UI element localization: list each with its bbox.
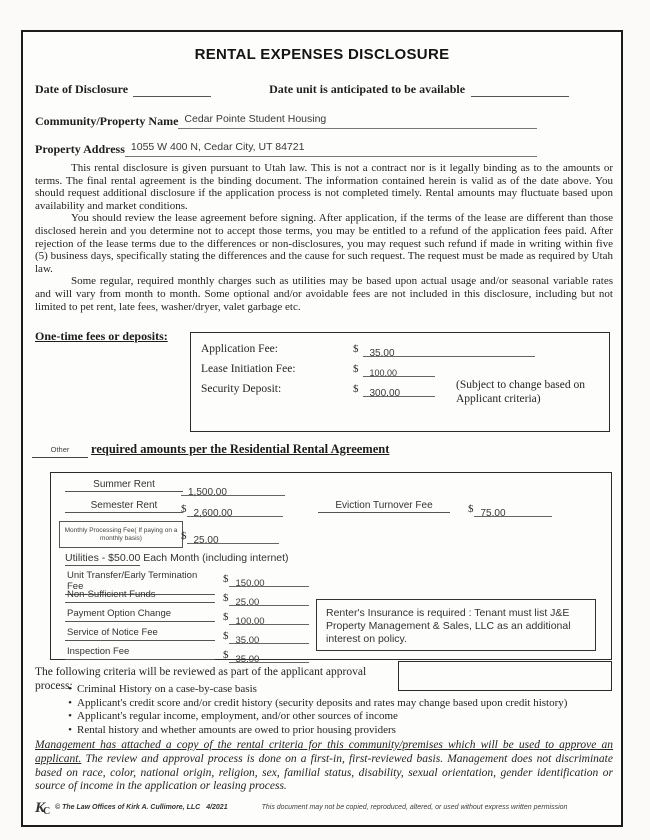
security-deposit-row <box>201 379 435 397</box>
currency-sign: $ <box>223 649 229 661</box>
address-row <box>35 137 537 157</box>
management-note <box>35 739 613 794</box>
management-note-underlined: Management has attached a copy of the rental criteria for this community/premises which will be used to approve an applicant. <box>35 739 613 765</box>
bullet-icon <box>63 697 77 710</box>
semester-rent-line <box>187 503 283 517</box>
paragraph-1: This rental disclosure is given pursuant to Utah law. This is not a contract nor is it legally binding as to the amounts or terms. The final rental agreement is the binding document. The information contained herein is valid as of the date above. You should request additional disclosure if the application process is not completed timely. Rental amounts may fluctuate based upon availability and market conditions. <box>35 162 613 212</box>
address-label: Property Address <box>35 142 125 156</box>
currency-sign: $ <box>223 611 229 623</box>
document-footer <box>35 800 611 818</box>
nsf-field <box>223 588 309 606</box>
security-deposit-note: (Subject to change based on Applicant criteria) <box>456 379 586 405</box>
community-field <box>178 109 537 129</box>
permission-notice: This document may not be copied, reproduced, altered, or used without express written permission <box>261 804 568 811</box>
service-of-notice-fee-label: Service of Notice Fee <box>65 627 215 641</box>
application-fee-label: Application Fee: <box>201 343 278 355</box>
currency-sign: $ <box>353 343 359 355</box>
lease-initiation-fee-field <box>363 363 435 377</box>
payment-option-value: 100.00 <box>235 616 265 627</box>
bullet-icon <box>63 710 77 723</box>
currency-sign: $ <box>181 530 187 542</box>
currency-sign: $ <box>223 592 229 604</box>
version-text: 4/2021 <box>206 804 228 811</box>
fee-table-box <box>50 472 612 665</box>
currency-sign: $ <box>181 503 187 515</box>
security-deposit-label: Security Deposit: <box>201 383 282 395</box>
address-value: 1055 W 400 N, Cedar City, UT 84721 <box>130 141 305 153</box>
service-notice-value: 35.00 <box>235 635 260 646</box>
summer-rent-line <box>181 482 285 496</box>
semester-rent-label: Semester Rent <box>65 500 183 513</box>
monthly-processing-line <box>187 530 279 544</box>
bullet-icon <box>63 683 77 696</box>
nsf-label: Non-Sufficient Funds <box>65 589 215 603</box>
list-item <box>63 710 608 723</box>
monthly-processing-fee-label: Monthly Processing Fee( If paying on a monthly basis) <box>59 521 183 548</box>
one-time-fees-box <box>190 332 610 432</box>
bullet-text: Criminal History on a case-by-case basis <box>77 683 257 695</box>
list-item <box>63 683 608 696</box>
management-note-rest: The review and approval process is done on a first-in, first-reviewed basis. Management does not discriminate based on race, color, national origin, religion, sex, familial status, disability, sexual orientation, gender identification or source of income in the application or leasing process. <box>35 752 613 793</box>
law-office-logo <box>35 800 55 818</box>
list-item <box>63 697 608 710</box>
criteria-intro: The following criteria will be reviewed as part of the applicant approval process: <box>35 666 367 692</box>
currency-sign: $ <box>223 630 229 642</box>
eviction-fee-line <box>474 503 552 517</box>
lease-initiation-fee-label: Lease Initiation Fee: <box>201 363 296 375</box>
address-field <box>125 137 537 157</box>
bullet-text: Applicant's credit score and/or credit history (security deposits and rates may change based upon credit history) <box>77 696 568 709</box>
criteria-bullet-list <box>63 683 608 737</box>
other-amounts-header <box>23 442 621 462</box>
body-paragraphs <box>35 162 613 313</box>
currency-sign: $ <box>353 383 359 395</box>
service-notice-line <box>229 630 309 644</box>
inspection-line <box>229 649 309 663</box>
other-label: Other <box>32 445 88 458</box>
date-of-disclosure-field <box>133 84 211 97</box>
paragraph-2: You should review the lease agreement before signing. After application, if the terms of the lease are different than those disclosed herein and you determine not to accept those terms, you may be entitled to a refund of the application fees paid. After rejection of the lease terms due to the differences or non-disclosures, you may request such refund if made in writing within five (5) business days, specifically stating the differences and the cause for such request. The request must be made as required by Utah law. <box>35 212 613 275</box>
nsf-value: 25.00 <box>235 597 260 608</box>
security-deposit-value: 300.00 <box>369 388 401 399</box>
date-row <box>35 82 611 97</box>
semester-rent-field <box>181 499 283 517</box>
utilities-underlined: Utilities - $50.00 <box>65 552 141 564</box>
application-fee-field <box>363 343 535 357</box>
unit-transfer-fee-label: Unit Transfer/Early Termination Fee <box>65 570 215 595</box>
logo-letter-c: C <box>43 806 51 817</box>
payment-option-line <box>229 611 309 625</box>
security-deposit-field <box>363 383 435 397</box>
eviction-turnover-fee-field <box>468 499 552 517</box>
paragraph-3: Some regular, required monthly charges such as utilities may be based upon actual usage and/or seasonal variable rates and will vary from month to month. Some optional and/or avoidable fees are not included in this disclosure, including but not limited to pet rent, late fees, washer/dryer, valet garbage etc. <box>35 275 613 313</box>
lease-initiation-fee-row <box>201 359 435 377</box>
inspection-value: 35.00 <box>235 654 260 665</box>
bullet-text: Applicant's regular income, employment, and/or other sources of income <box>77 710 398 722</box>
required-amounts-heading: required amounts per the Residential Rental Agreement <box>91 442 390 456</box>
nsf-line <box>229 592 309 606</box>
service-of-notice-fee-field <box>223 626 309 644</box>
monthly-processing-value: 25.00 <box>193 535 219 546</box>
community-value: Cedar Pointe Student Housing <box>184 113 327 125</box>
date-available-label: Date unit is anticipated to be available <box>269 82 466 96</box>
unit-transfer-fee-field <box>223 569 309 587</box>
eviction-fee-value: 75.00 <box>480 508 506 519</box>
unit-transfer-value: 150.00 <box>235 578 265 589</box>
application-fee-value: 35.00 <box>369 348 395 359</box>
currency-sign: $ <box>468 503 474 515</box>
community-row <box>35 109 537 129</box>
logo-letter-k: K <box>35 800 46 816</box>
inspection-fee-label: Inspection Fee <box>65 646 215 660</box>
utilities-rest: Each Month (including internet) <box>140 552 289 564</box>
document-title: RENTAL EXPENSES DISCLOSURE <box>194 46 450 63</box>
copyright-text: © The Law Offices of Kirk A. Cullimore, LLC <box>55 804 201 811</box>
eviction-turnover-fee-label: Eviction Turnover Fee <box>318 500 450 513</box>
date-available-field <box>471 84 569 97</box>
document-border-frame <box>21 30 623 827</box>
summer-rent-label: Summer Rent <box>65 479 183 492</box>
bullet-text: Rental history and whether amounts are owed to prior housing providers <box>77 723 396 736</box>
utilities-line <box>65 552 289 564</box>
lease-initiation-fee-value: 100.00 <box>369 368 398 378</box>
inspection-fee-field <box>223 645 309 663</box>
list-item <box>63 724 608 737</box>
semester-rent-value: 2,600.00 <box>193 508 233 519</box>
monthly-processing-fee-field <box>181 526 279 544</box>
payment-option-change-field <box>223 607 309 625</box>
bullet-icon <box>63 724 77 737</box>
currency-sign: $ <box>223 573 229 585</box>
payment-option-change-label: Payment Option Change <box>65 608 215 622</box>
renters-insurance-note: Renter's Insurance is required : Tenant must list J&E Property Management & Sales, LLC as an additional interest on policy. <box>316 599 596 651</box>
currency-sign: $ <box>353 363 359 375</box>
one-time-fees-heading: One-time fees or deposits: <box>35 329 168 343</box>
summer-rent-value: 1,500.00 <box>188 487 227 498</box>
unit-transfer-line <box>229 573 309 587</box>
summer-rent-field <box>181 478 285 496</box>
date-of-disclosure-label: Date of Disclosure <box>35 82 129 96</box>
community-label: Community/Property Name <box>35 114 179 128</box>
application-fee-row <box>201 339 535 357</box>
